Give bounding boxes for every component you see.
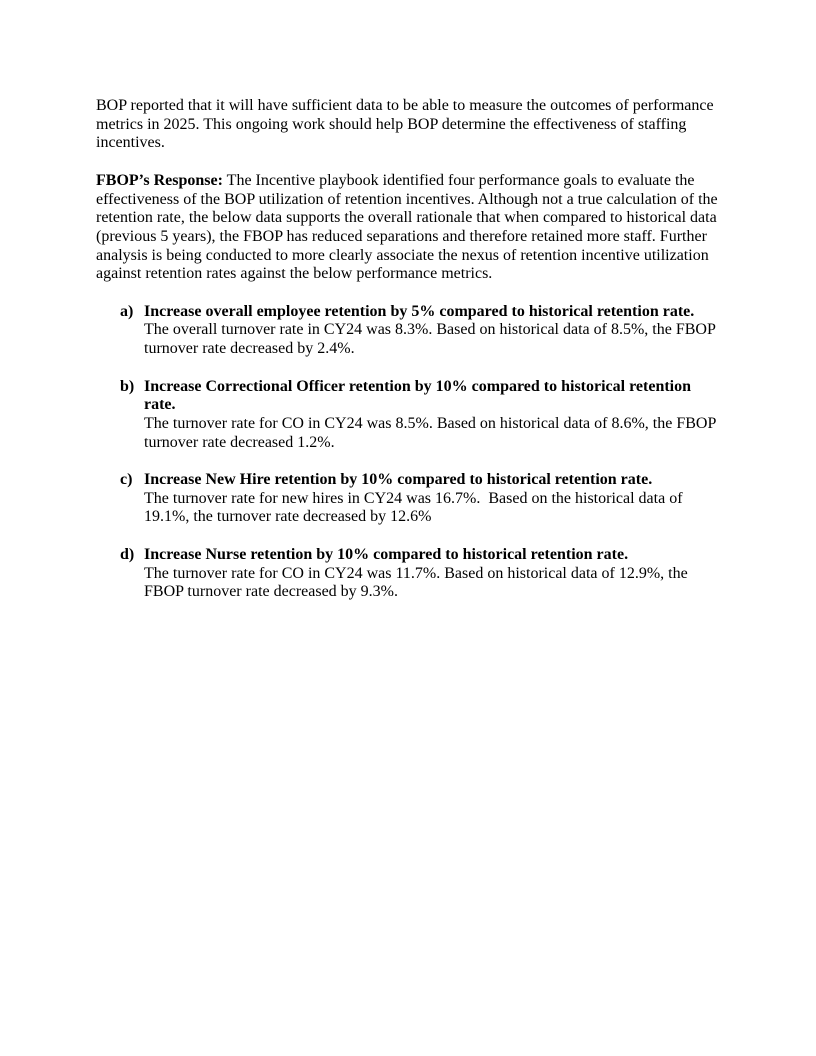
paragraph-intro	[96, 97, 720, 153]
performance-goal-list	[96, 303, 720, 602]
paragraph-fbop-response	[96, 172, 720, 284]
goal-marker-c: c)	[120, 471, 133, 488]
goal-marker-a: a)	[120, 302, 134, 320]
goal-item-b	[96, 378, 720, 453]
document-content	[96, 97, 720, 602]
goal-body-c: The turnover rate for new hires in CY24 was 16.7%. Based on the historical data of 19.1%, the turnover rate decreased by 12.6%	[144, 489, 687, 526]
goal-item-c	[96, 471, 720, 527]
goal-item-a	[96, 303, 720, 359]
goal-heading-b: Increase Correctional Officer retention by 10% compared to historical retention rate.	[144, 377, 692, 414]
fbop-response-text: The Incentive playbook identified four performance goals to evaluate the effectiveness of the BOP utilization of retention incentives. Although not a true calculation of the retention rate, the below data supports the overall rationale that when compared to historical data (previous 5 years), the FBOP has reduced separations and therefore retained more staff. Further analysis is being conducted to more clearly associate the nexus of retention incentive utilization against retention rates against the below performance metrics.	[96, 171, 718, 283]
goal-heading-a: Increase overall employee retention by 5% compared to historical retention rate.	[144, 302, 695, 320]
goal-body-b: The turnover rate for CO in CY24 was 8.5%. Based on historical data of 8.6%, the FBOP turnover rate decreased 1.2%.	[144, 414, 720, 451]
fbop-response-label: FBOP’s Response:	[96, 171, 223, 189]
goal-body-d: The turnover rate for CO in CY24 was 11.7%. Based on historical data of 12.9%, the FBOP turnover rate decreased by 9.3%.	[144, 564, 692, 601]
goal-heading-c: Increase New Hire retention by 10% compared to historical retention rate.	[144, 471, 653, 488]
goal-heading-d: Increase Nurse retention by 10% compared to historical retention rate.	[144, 545, 629, 563]
goal-body-a: The overall turnover rate in CY24 was 8.3%. Based on historical data of 8.5%, the FBOP turnover rate decreased by 2.4%.	[144, 321, 720, 358]
goal-marker-b: b)	[120, 377, 135, 395]
paragraph-intro-text: BOP reported that it will have sufficient data to be able to measure the outcomes of performance metrics in 2025. This ongoing work should help BOP determine the effectiveness of staffing incentives.	[96, 97, 714, 152]
goal-marker-d: d)	[120, 545, 135, 563]
goal-item-d	[96, 546, 720, 602]
